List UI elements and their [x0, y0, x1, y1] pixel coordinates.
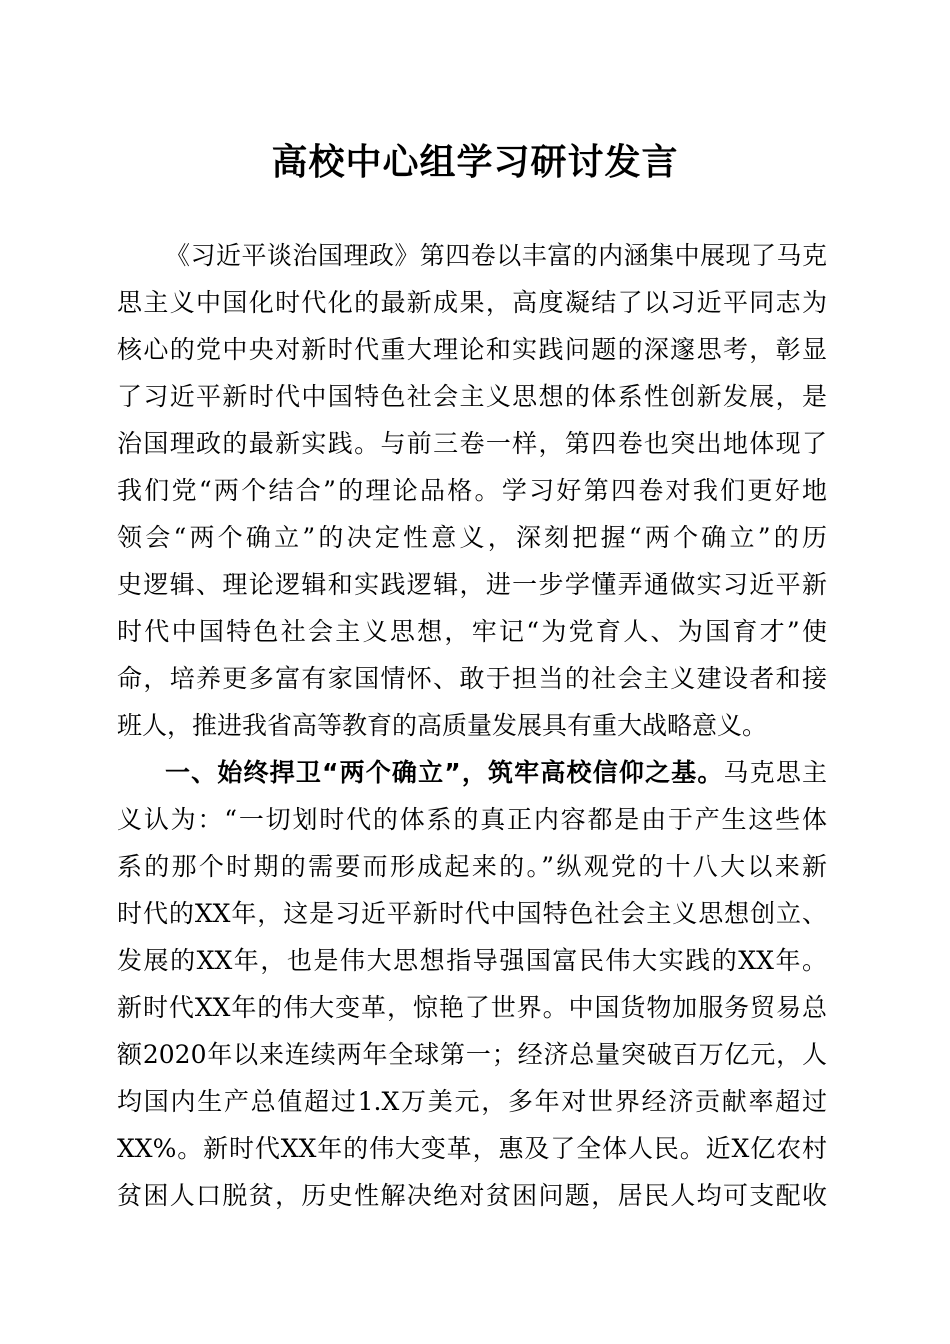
paragraph-intro [117, 232, 827, 749]
text-line: 均国内生产总值超过1.X万美元，多年对世界经济贡献率超过 [117, 1087, 827, 1116]
text-line: 额2020年以来连续两年全球第一；经济总量突破百万亿元，人 [117, 1040, 827, 1069]
text-line: 核心的党中央对新时代重大理论和实践问题的深邃思考，彰显 [117, 335, 827, 364]
document-body [117, 232, 827, 1219]
document-title: 高校中心组学习研讨发言 [271, 141, 679, 183]
text-line: 新时代XX年的伟大变革，惊艳了世界。中国货物加服务贸易总 [117, 993, 827, 1022]
text-line: 时代中国特色社会主义思想，牢记“为党育人、为国育才”使 [117, 617, 827, 646]
paragraph-section-1 [117, 749, 827, 1219]
text-line: XX%。新时代XX年的伟大变革，惠及了全体人民。近X亿农村 [117, 1134, 827, 1163]
text-line: 系的那个时期的需要而形成起来的。”纵观党的十八大以来新 [117, 852, 827, 881]
section-heading-continuation: 马克思主 [723, 758, 827, 787]
text-line: 《习近平谈治国理政》第四卷以丰富的内涵集中展现了马克 [165, 241, 827, 270]
text-line: 发展的XX年，也是伟大思想指导强国富民伟大实践的XX年。 [117, 946, 827, 975]
text-line: 时代的XX年，这是习近平新时代中国特色社会主义思想创立、 [117, 899, 827, 928]
text-line: 思主义中国化时代化的最新成果，高度凝结了以习近平同志为 [117, 288, 827, 317]
text-line: 了习近平新时代中国特色社会主义思想的体系性创新发展，是 [117, 382, 827, 411]
text-line: 贫困人口脱贫，历史性解决绝对贫困问题，居民人均可支配收 [117, 1181, 827, 1210]
section-heading: 一、始终捍卫“两个确立”，筑牢高校信仰之基。 [165, 758, 724, 787]
text-line: 治国理政的最新实践。与前三卷一样，第四卷也突出地体现了 [117, 429, 827, 458]
text-line: 史逻辑、理论逻辑和实践逻辑，进一步学懂弄通做实习近平新 [117, 570, 827, 599]
text-line: 义认为：“一切划时代的体系的真正内容都是由于产生这些体 [117, 805, 827, 834]
text-line: 班人，推进我省高等教育的高质量发展具有重大战略意义。 [117, 711, 768, 740]
section-heading-line [117, 749, 827, 796]
text-line: 命，培养更多富有家国情怀、敢于担当的社会主义建设者和接 [117, 664, 827, 693]
text-line: 领会“两个确立”的决定性意义，深刻把握“两个确立”的历 [117, 523, 827, 552]
text-line: 我们党“两个结合”的理论品格。学习好第四卷对我们更好地 [117, 476, 827, 505]
